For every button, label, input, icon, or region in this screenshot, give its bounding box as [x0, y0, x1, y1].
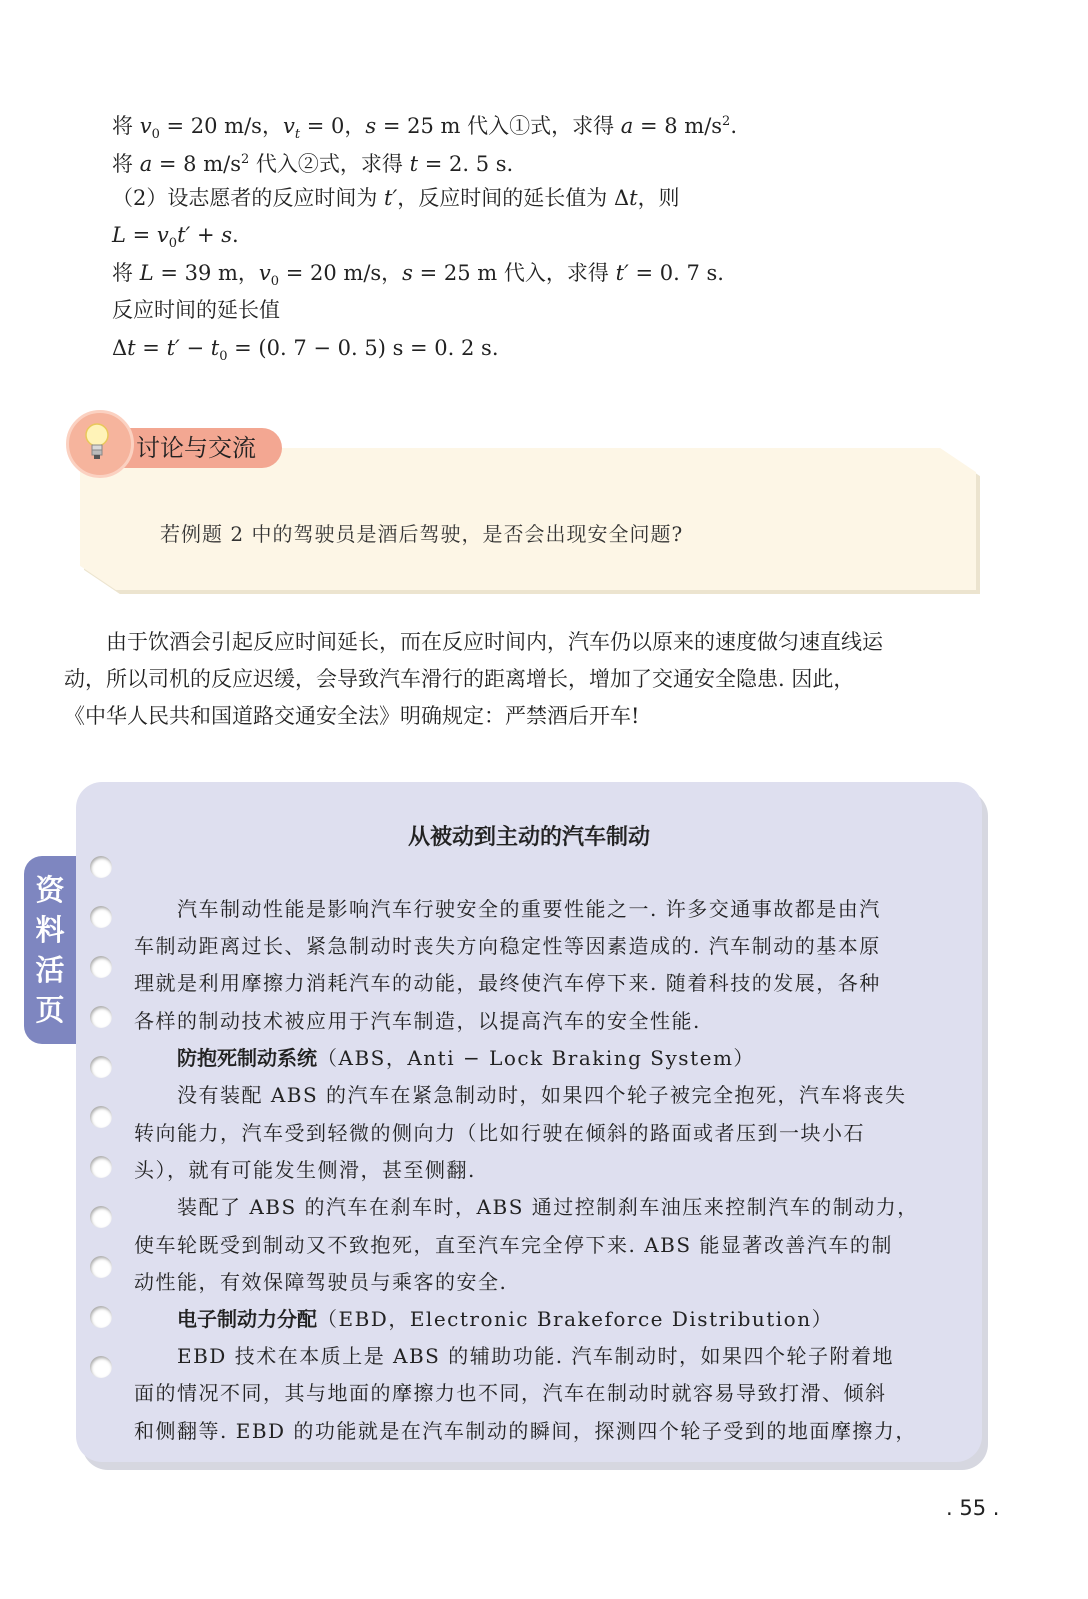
lightbulb-icon: [69, 413, 125, 469]
abs-heading-line: [134, 1046, 755, 1070]
material-tab-label: 资料活页: [35, 873, 65, 1027]
material-line: 使车轮既受到制动又不致抱死，直至汽车完全停下来. ABS 能显著改善汽车的制: [134, 1233, 893, 1257]
material-line: 转向能力，汽车受到轻微的侧向力（比如行驶在倾斜的路面或者压到一块小石: [134, 1121, 865, 1145]
binder-ring-icon: [90, 1306, 112, 1328]
paragraph-line: 由于饮酒会引起反应时间延长，而在反应时间内，汽车仍以原来的速度做匀速直线运: [64, 630, 883, 654]
material-line: 动性能，有效保障驾驶员与乘客的安全.: [134, 1270, 508, 1294]
material-line: 面的情况不同，其与地面的摩擦力也不同，汽车在制动时就容易导致打滑、倾斜: [134, 1381, 887, 1405]
ebd-heading-paren: （EBD，Electronic Brakeforce Distribution）: [317, 1307, 834, 1331]
material-title: 从被动到主动的汽车制动: [407, 825, 650, 850]
solution-line-5: 将 L = 39 m，$v_0 = 20$ m/s，s = 25 m 代入，求得 t′ = 0. 7 s.: [112, 261, 724, 290]
solution-line-3: （2）设志愿者的反应时间为 t′，反应时间的延长值为 Δt，则: [112, 186, 680, 210]
binder-ring-icon: [90, 1056, 112, 1078]
binder-ring-icon: [90, 1006, 112, 1028]
binder-ring-icon: [90, 1256, 112, 1278]
binder-ring-icon: [90, 956, 112, 978]
binder-ring-icon: [90, 856, 112, 878]
material-line: EBD 技术在本质上是 ABS 的辅助功能. 汽车制动时，如果四个轮子附着地: [134, 1344, 894, 1368]
material-line: 装配了 ABS 的汽车在刹车时，ABS 通过控制刹车油压来控制汽车的制动力，: [134, 1195, 919, 1219]
material-line: 头），就有可能发生侧滑，甚至侧翻.: [134, 1158, 476, 1182]
ebd-heading: 电子制动力分配: [177, 1307, 317, 1331]
paragraph-line: 《中华人民共和国道路交通安全法》明确规定：严禁酒后开车!: [64, 704, 640, 728]
discussion-title: 讨论与交流: [136, 434, 256, 462]
solution-line-7: $\Delta t = t' - t_0 = (0$. 7 − 0. 5) s = 0. 2 s.: [112, 336, 499, 365]
solution-line-6: 反应时间的延长值: [112, 298, 280, 322]
discussion-icon-badge: [66, 410, 134, 478]
material-line: 理就是利用摩擦力消耗汽车的动能，最终使汽车停下来. 随着科技的发展，各种: [134, 971, 881, 995]
binder-ring-icon: [90, 1106, 112, 1128]
material-line: 和侧翻等. EBD 的功能就是在汽车制动的瞬间，探测四个轮子受到的地面摩擦力，: [134, 1419, 917, 1443]
binder-ring-icon: [90, 1356, 112, 1378]
abs-heading: 防抱死制动系统: [177, 1046, 317, 1070]
binder-ring-icon: [90, 906, 112, 928]
solution-line-2: 将 a = 8 $m/s^2$ 代入②式，求得 t = 2. 5 s.: [112, 152, 514, 176]
material-line: 车制动距离过长、紧急制动时丧失方向稳定性等因素造成的. 汽车制动的基本原: [134, 934, 881, 958]
page-number: . 55 .: [946, 1496, 1000, 1520]
body-paragraph: [64, 624, 992, 735]
paragraph-line: 动，所以司机的反应迟缓，会导致汽车滑行的距离增长，增加了交通安全隐患. 因此，: [64, 667, 855, 691]
material-line: 汽车制动性能是影响汽车行驶安全的重要性能之一. 许多交通事故都是由汽: [134, 897, 881, 921]
solution-line-4: $L = v_0t' + s$.: [112, 223, 239, 252]
material-line: 各样的制动技术被应用于汽车制造，以提高汽车的安全性能.: [134, 1009, 701, 1033]
material-line: 没有装配 ABS 的汽车在紧急制动时，如果四个轮子被完全抱死，汽车将丧失: [134, 1083, 907, 1107]
abs-heading-paren: （ABS，Anti − Lock Braking System）: [317, 1046, 755, 1070]
binder-ring-icon: [90, 1206, 112, 1228]
binder-ring-icon: [90, 1156, 112, 1178]
solution-line-1: 将 $v_0 = 20$ m/s，$v_t = 0$，s = 25 m 代入①式，求得 a = 8 $m/s^2$.: [112, 114, 738, 143]
discussion-question: 若例题 2 中的驾驶员是酒后驾驶，是否会出现安全问题?: [160, 522, 684, 546]
ebd-heading-line: [134, 1307, 833, 1331]
